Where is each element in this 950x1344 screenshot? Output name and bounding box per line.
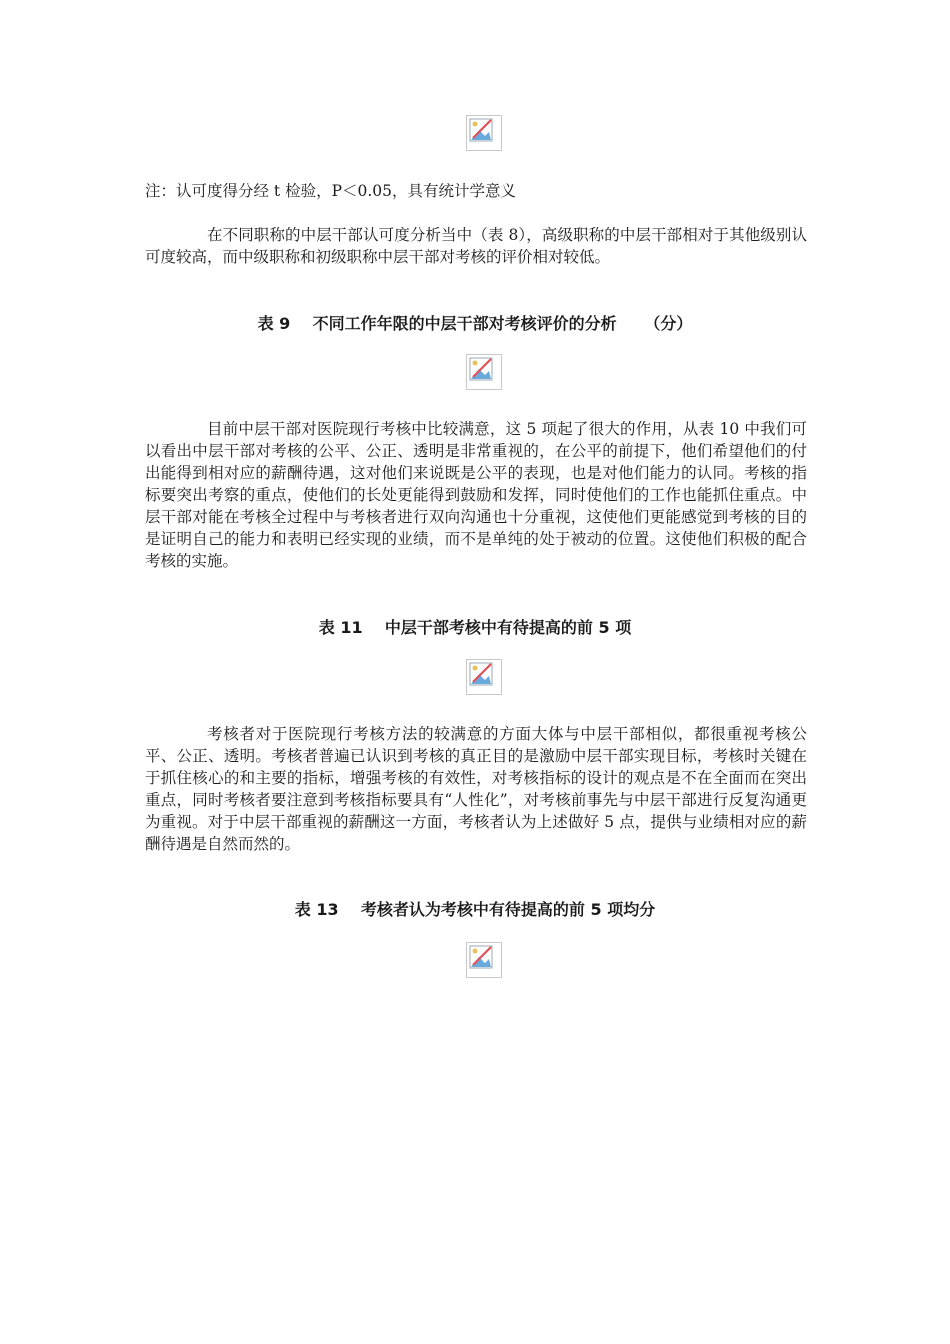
paragraph-assessors: 考核者对于医院现行考核方法的较满意的方面大体与中层干部相似，都很重视考核公平、公正、透明。考核者普遍已认识到考核的真正目的是激励中层干部实现目标，考核时关键在于抓住核心的和主要的指标，增强考核的有效性，对考核指标的设计的观点是不在全面而在突出重点，同时考核者要注意到考核指标要具有“人性化”，对考核前事先与中层干部进行反复沟通更为重视。对于中层干部重视的薪酬这一方面，考核者认为上述做好 5 点，提供与业绩相对应的薪酬待遇是自然而然的。 — [145, 725, 807, 853]
paragraph-title-rank: 在不同职称的中层干部认可度分析当中（表 8），高级职称的中层干部相对于其他级别认可度较高，而中级职称和初级职称中层干部对考核的评价相对较低。 — [145, 226, 807, 266]
caption-table-11: 表 11 中层干部考核中有待提高的前 5 项 — [318, 618, 632, 637]
broken-image-icon — [466, 354, 502, 390]
table-note: 注：认可度得分经 t 检验，P＜0.05，具有统计学意义 — [145, 182, 517, 200]
broken-image-icon — [466, 659, 502, 695]
caption-table-9: 表 9 不同工作年限的中层干部对考核评价的分析 （分） — [257, 314, 693, 333]
broken-image-icon — [466, 942, 502, 978]
broken-image-icon — [466, 115, 502, 151]
caption-table-13: 表 13 考核者认为考核中有待提高的前 5 项均分 — [294, 900, 656, 919]
paragraph-satisfaction: 目前中层干部对医院现行考核中比较满意，这 5 项起了很大的作用，从表 10 中我们可以看出中层干部对考核的公平、公正、透明是非常重视的，在公平的前提下，他们希望他们的付出能得到相对应的薪酬待遇，这对他们来说既是公平的表现，也是对他们能力的认同。考核的指标要突出考察的重点，使他们的长处更能得到鼓励和发挥，同时使他们的工作也能抓住重点。中层干部对能在考核全过程中与考核者进行双向沟通也十分重视，这使他们更能感觉到考核的目的是证明自己的能力和表明已经实现的业绩，而不是单纯的处于被动的位置。这使他们积极的配合考核的实施。 — [145, 420, 807, 570]
